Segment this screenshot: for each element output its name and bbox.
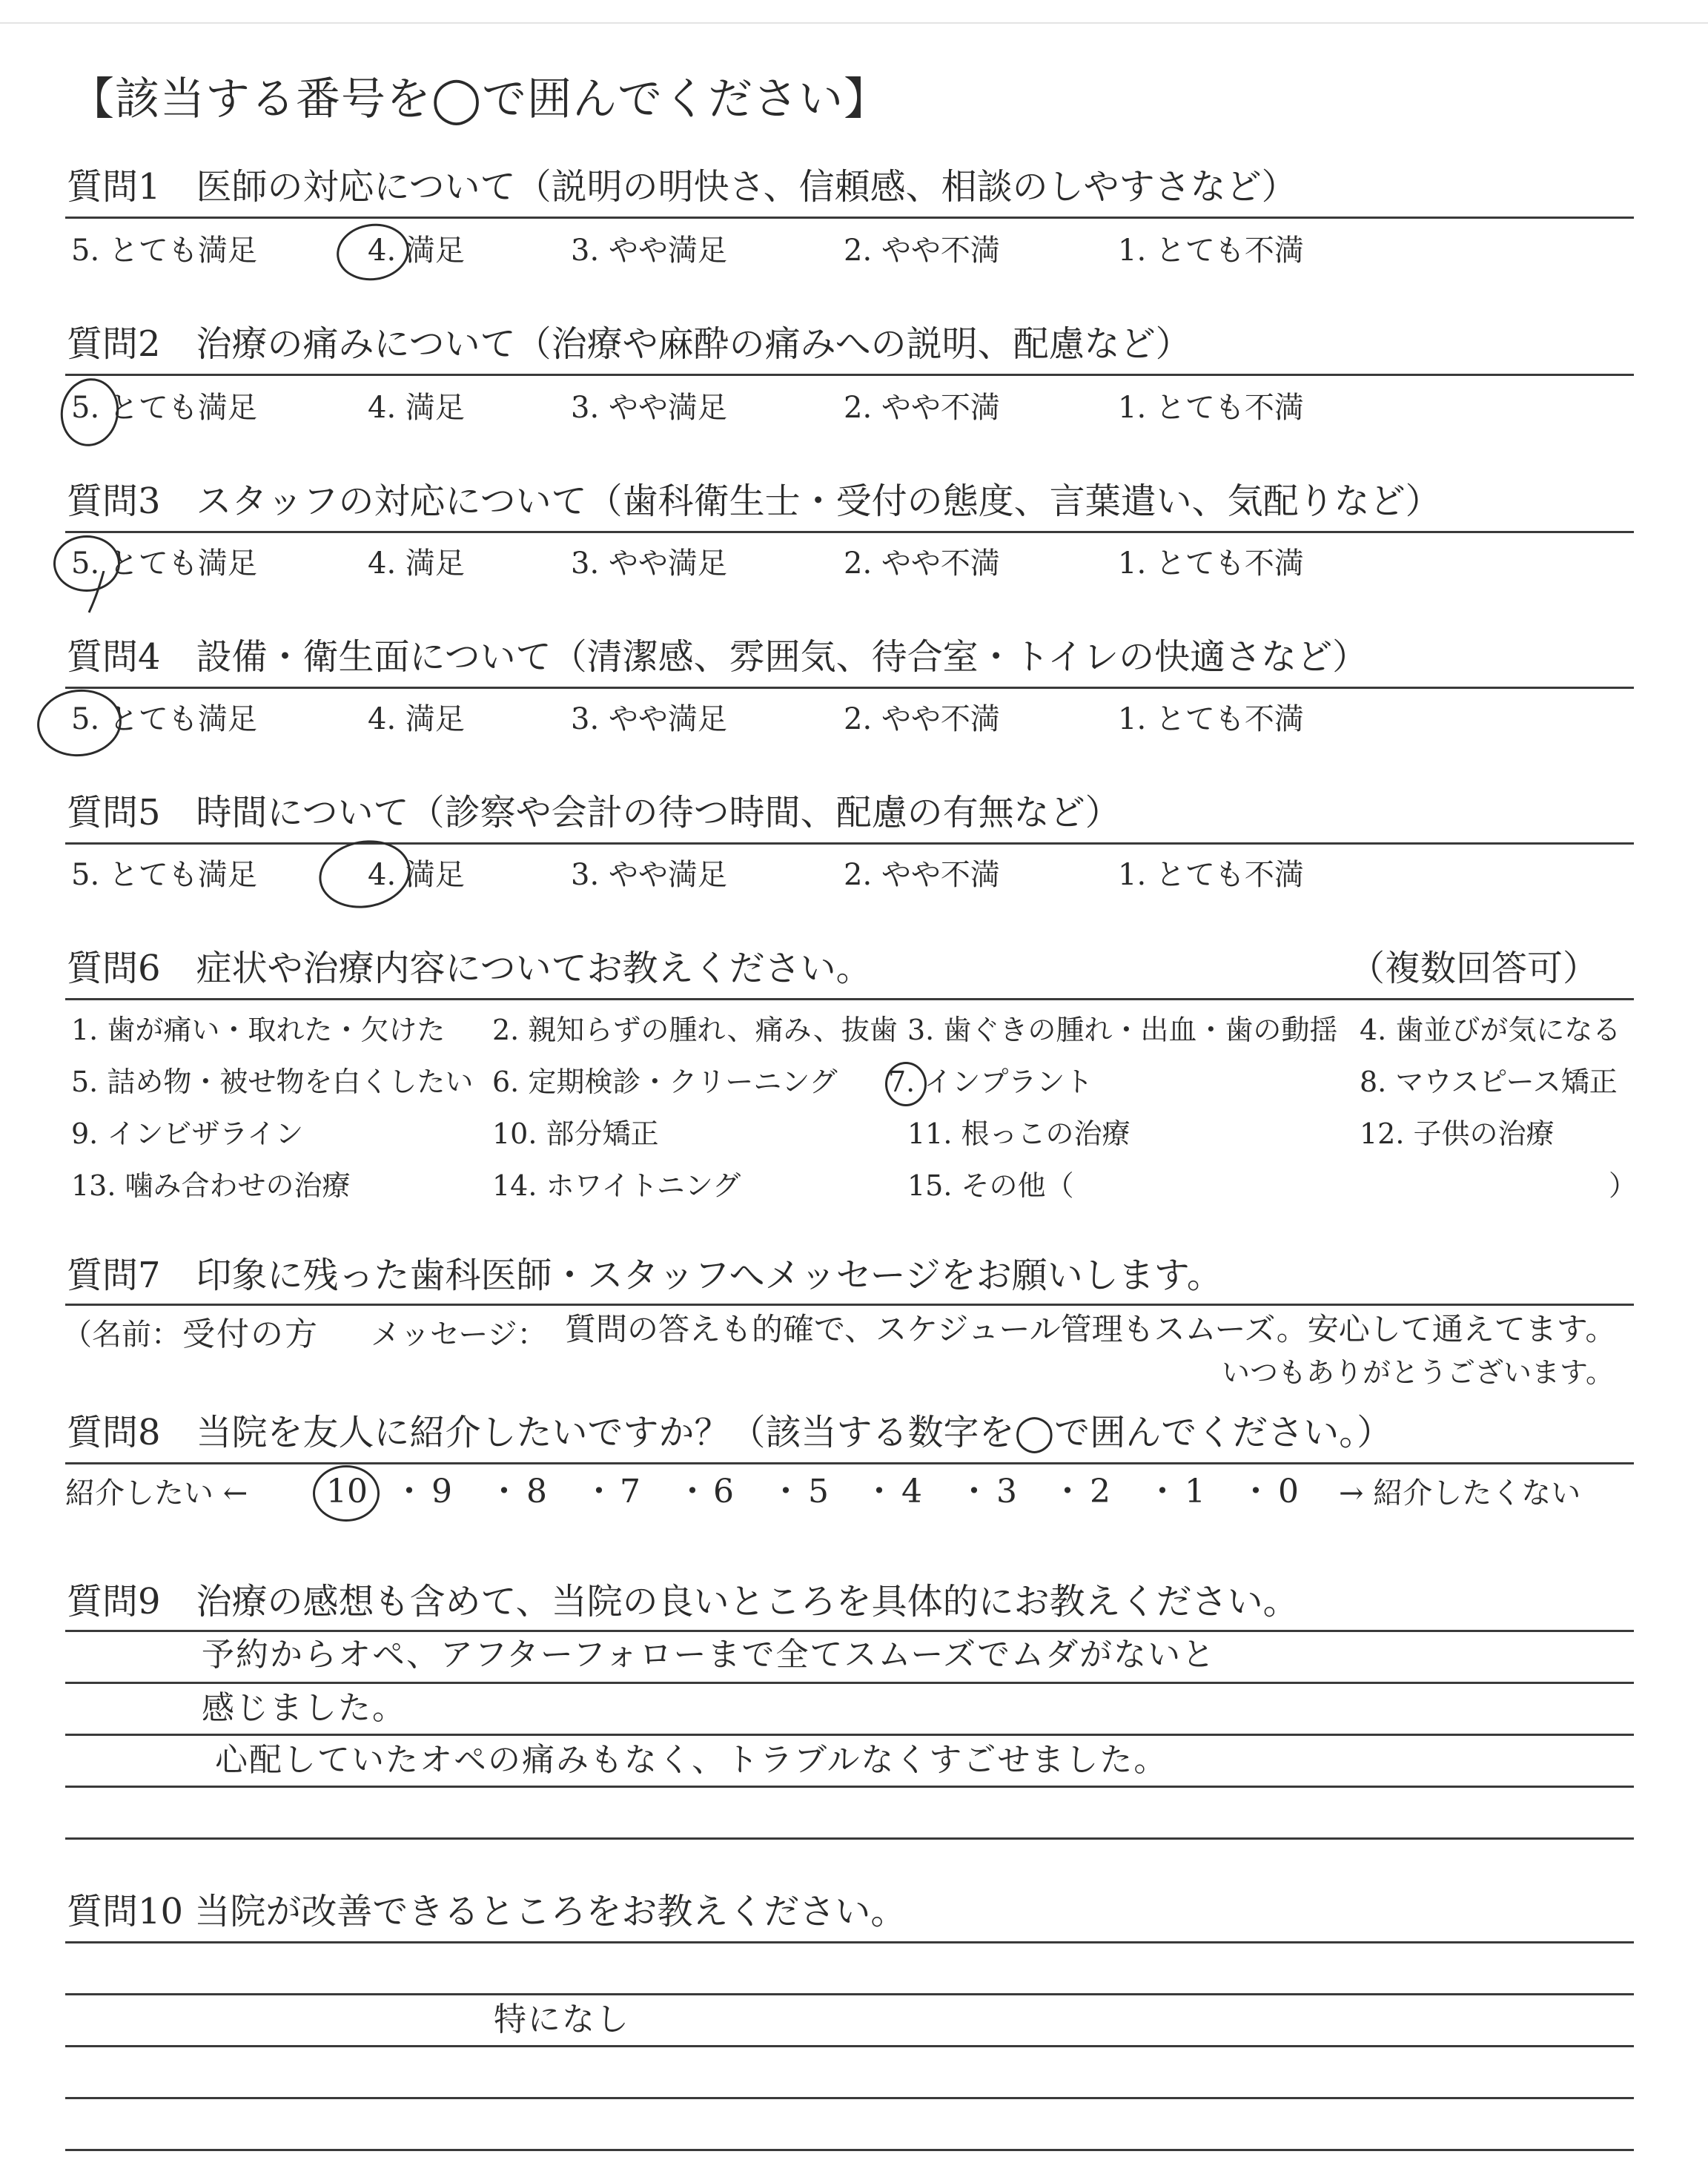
q8-left-label: 紹介したい ← [65, 1476, 248, 1510]
q9-answer-line-1: 予約からオペ、アフターフォローまで全てスムーズでムダがないと [202, 1636, 1217, 1674]
q6-option-9[interactable]: 9. インビザライン [71, 1117, 304, 1150]
q6-option-13[interactable]: 13. 噛み合わせの治療 [71, 1169, 351, 1202]
q3-circle-tail [82, 571, 111, 615]
q5-answer-circle [314, 833, 416, 915]
q1-title: 質問1 医師の対応について（説明の明快さ、信頼感、相談のしやすさなど） [67, 166, 1297, 208]
q2-option-5[interactable]: 5. とても満足 [71, 391, 257, 425]
q5-rule [65, 842, 1634, 845]
q5-option-4[interactable]: 4. 満足 [368, 858, 465, 892]
q5-option-2[interactable]: 2. やや不満 [844, 858, 1000, 892]
q6-option-6[interactable]: 6. 定期検診・クリーニング [492, 1066, 838, 1098]
q2-answer-circle [56, 374, 125, 451]
q6-option-12[interactable]: 12. 子供の治療 [1360, 1117, 1555, 1150]
q1-option-2[interactable]: 2. やや不満 [844, 234, 1000, 268]
q8-rule [65, 1462, 1634, 1464]
q6-option-3[interactable]: 3. 歯ぐきの腫れ・出血・歯の動揺 [907, 1014, 1338, 1046]
q2-option-1[interactable]: 1. とても不満 [1118, 391, 1304, 425]
q6-note: （複数回答可） [1349, 948, 1599, 989]
q8-number-8[interactable]: 8 [526, 1473, 547, 1510]
q9-rule-1 [65, 1630, 1634, 1632]
q1-option-4[interactable]: 4. 満足 [368, 234, 465, 268]
q6-title: 質問6 症状や治療内容についてお教えください。 [67, 948, 872, 989]
top-edge-line [0, 22, 1708, 24]
q5-option-5[interactable]: 5. とても満足 [71, 858, 257, 892]
q8-dot: ・ [1051, 1473, 1084, 1510]
q9-rule-4 [65, 1786, 1634, 1788]
q8-title: 質問8 当院を友人に紹介したいですか？（該当する数字を◯で囲んでください。） [67, 1412, 1393, 1453]
q8-number-2[interactable]: 2 [1090, 1473, 1110, 1510]
q3-option-1[interactable]: 1. とても不満 [1118, 546, 1304, 581]
q10-rule-5 [65, 2149, 1634, 2151]
q8-dot: ・ [393, 1473, 426, 1510]
q8-number-7[interactable]: 7 [620, 1473, 640, 1510]
q4-option-1[interactable]: 1. とても不満 [1118, 702, 1304, 736]
q6-rule [65, 998, 1634, 1000]
q8-number-6[interactable]: 6 [713, 1473, 734, 1510]
q3-option-2[interactable]: 2. やや不満 [844, 546, 1000, 581]
q1-option-3[interactable]: 3. やや満足 [571, 234, 727, 268]
q10-rule-4 [65, 2097, 1634, 2099]
q2-option-4[interactable]: 4. 満足 [368, 391, 465, 425]
q7-name-label: （名前： [62, 1318, 181, 1352]
q5-option-1[interactable]: 1. とても不満 [1118, 858, 1304, 892]
q6-option-4[interactable]: 4. 歯並びが気になる [1360, 1014, 1621, 1046]
q10-rule-2 [65, 1993, 1634, 1995]
q10-title: 質問10 当院が改善できるところをお教えください。 [67, 1891, 907, 1932]
q8-right-label: → 紹介したくない [1339, 1476, 1581, 1510]
q5-option-3[interactable]: 3. やや満足 [571, 858, 727, 892]
q9-rule-5 [65, 1837, 1634, 1840]
q8-number-4[interactable]: 4 [901, 1473, 922, 1510]
q1-rule [65, 217, 1634, 219]
q10-answer-line-1: 特になし [494, 2001, 630, 2038]
q6-option-2[interactable]: 2. 親知らずの腫れ、痛み、抜歯 [492, 1014, 898, 1046]
q3-title: 質問3 スタッフの対応について（歯科衛生士・受付の態度、言葉遣い、気配りなど） [67, 480, 1441, 522]
q8-dot: ・ [863, 1473, 896, 1510]
q8-number-0[interactable]: 0 [1278, 1473, 1299, 1510]
q4-option-5[interactable]: 5. とても満足 [71, 702, 257, 736]
q10-rule-1 [65, 1941, 1634, 1943]
q3-option-3[interactable]: 3. やや満足 [571, 546, 727, 581]
q8-dot: ・ [488, 1473, 520, 1510]
q7-title: 質問7 印象に残った歯科医師・スタッフへメッセージをお願いします。 [67, 1255, 1222, 1296]
q2-option-2[interactable]: 2. やや不満 [844, 391, 1000, 425]
q8-dot: ・ [769, 1473, 802, 1510]
q6-option-5[interactable]: 5. 詰め物・被せ物を白くしたい [71, 1066, 474, 1098]
q6-option-1[interactable]: 1. 歯が痛い・取れた・欠けた [71, 1014, 446, 1046]
q8-number-10[interactable]: 10 [326, 1473, 368, 1510]
q7-name-value: 受付の方 [182, 1315, 319, 1353]
q2-rule [65, 374, 1634, 376]
q9-answer-line-2: 感じました。 [202, 1689, 406, 1727]
q4-title: 質問4 設備・衛生面について（清潔感、雰囲気、待合室・トイレの快適さなど） [67, 636, 1368, 678]
q8-dot: ・ [676, 1473, 709, 1510]
q6-option-8[interactable]: 8. マウスピース矯正 [1360, 1066, 1618, 1098]
q6-option-10[interactable]: 10. 部分矯正 [492, 1117, 659, 1150]
q6-option-15-close: ） [1609, 1169, 1638, 1202]
q8-answer-circle [313, 1465, 380, 1522]
q6-option-7[interactable]: 7. インプラント [888, 1066, 1093, 1098]
q1-option-5[interactable]: 5. とても満足 [71, 234, 257, 268]
q8-dot: ・ [1239, 1473, 1272, 1510]
q1-option-1[interactable]: 1. とても不満 [1118, 234, 1304, 268]
q7-message-label: メッセージ： [371, 1318, 547, 1352]
q8-number-9[interactable]: 9 [431, 1473, 452, 1510]
q3-option-4[interactable]: 4. 満足 [368, 546, 465, 581]
q6-answer-circle [885, 1062, 927, 1106]
q8-dot: ・ [1146, 1473, 1179, 1510]
q2-option-3[interactable]: 3. やや満足 [571, 391, 727, 425]
q1-answer-circle [333, 219, 413, 285]
q5-title: 質問5 時間について（診察や会計の待つ時間、配慮の有無など） [67, 792, 1121, 833]
q3-option-5[interactable]: 5. とても満足 [71, 546, 257, 581]
q8-dot: ・ [583, 1473, 615, 1510]
q4-answer-circle [34, 685, 125, 760]
q8-number-5[interactable]: 5 [808, 1473, 829, 1510]
q6-option-11[interactable]: 11. 根っこの治療 [907, 1117, 1131, 1150]
q9-title: 質問9 治療の感想も含めて、当院の良いところを具体的にお教えください。 [67, 1581, 1299, 1622]
q9-rule-3 [65, 1734, 1634, 1736]
q9-answer-line-3: 心配していたオペの痛みもなく、トラブルなくすごせました。 [215, 1741, 1168, 1779]
q6-option-15[interactable]: 15. その他（ [907, 1169, 1074, 1202]
q8-dot: ・ [958, 1473, 990, 1510]
q7-message-line1: 質問の答えも的確で、スケジュール管理もスムーズ。安心して通えてます。 [565, 1311, 1617, 1347]
q9-rule-2 [65, 1682, 1634, 1684]
q3-rule [65, 531, 1634, 533]
q4-option-4[interactable]: 4. 満足 [368, 702, 465, 736]
q2-title: 質問2 治療の痛みについて（治療や麻酔の痛みへの説明、配慮など） [67, 323, 1191, 365]
q8-number-1[interactable]: 1 [1185, 1473, 1205, 1510]
q10-rule-3 [65, 2045, 1634, 2047]
q4-rule [65, 687, 1634, 689]
q7-message-line2: いつもありがとうございます。 [1222, 1356, 1614, 1389]
q4-option-3[interactable]: 3. やや満足 [571, 702, 727, 736]
q6-option-14[interactable]: 14. ホワイトニング [492, 1169, 741, 1202]
q7-rule [65, 1304, 1634, 1306]
q8-number-3[interactable]: 3 [996, 1473, 1017, 1510]
q4-option-2[interactable]: 2. やや不満 [844, 702, 1000, 736]
form-header: 【該当する番号を◯で囲んでください】 [70, 73, 890, 125]
